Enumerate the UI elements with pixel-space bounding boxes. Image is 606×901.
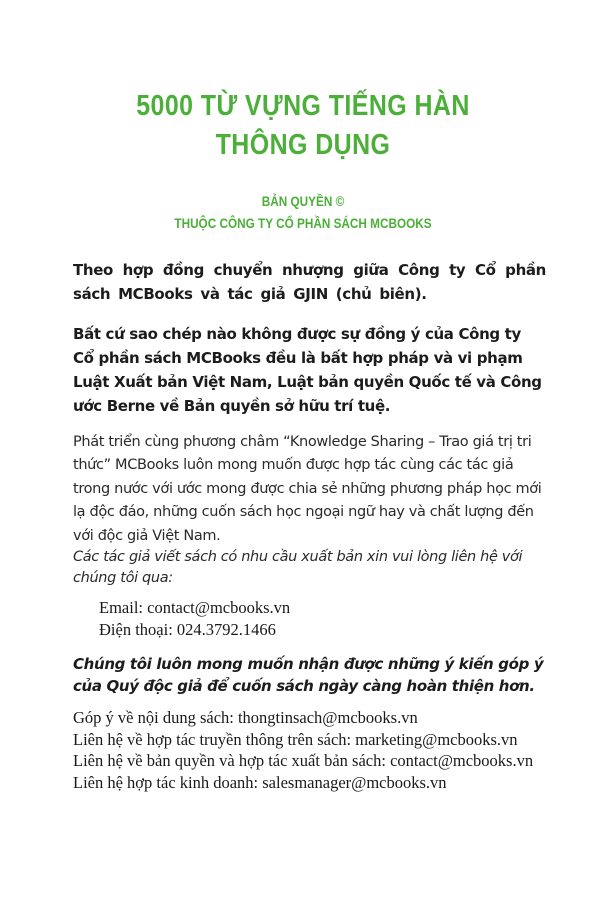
copyright-owner: THUỘC CÔNG TY CỔ PHẦN SÁCH MCBOOKS — [174, 215, 432, 231]
feedback-paragraph: Chúng tôi luôn mong muốn nhận được những ý kiến góp ý của Quý độc giả để cuốn sách ngày càng hoàn thiện hơn. — [73, 655, 544, 695]
authors-invitation-paragraph: Các tác giả viết sách có nhu cầu xuất bản xin vui lòng liên hệ với chúng tôi qua: — [73, 549, 523, 586]
contact-line-content-feedback: Góp ý về nội dung sách: thongtinsach@mcbooks.vn — [73, 708, 418, 727]
author-contact-block — [99, 597, 572, 641]
copyright-heading: BẢN QUYỀN © — [261, 193, 345, 209]
mission-paragraph: Phát triển cùng phương châm “Knowledge Sharing – Trao giá trị tri thức” MCBooks luôn mong muốn được hợp tác cùng các tác giả trong nước với ước mong được chia sẻ những phương pháp học mới lạ độc đáo, những cuốn sách học ngoại ngữ hay và chất lượng đến với độc giả Việt Nam. — [73, 434, 542, 544]
contacts-list — [73, 707, 593, 793]
contact-line-copyright: Liên hệ về bản quyền và hợp tác xuất bản sách: contact@mcbooks.vn — [73, 751, 534, 770]
book-title-line-2: THÔNG DỤNG — [215, 129, 391, 161]
contact-line-marketing: Liên hệ về hợp tác truyền thông trên sách: marketing@mcbooks.vn — [73, 729, 518, 749]
contract-paragraph: Theo hợp đồng chuyển nhượng giữa Công ty Cổ phần sách MCBooks và tác giả GJIN (chủ biên). — [73, 261, 546, 303]
author-contact-email: Email: contact@mcbooks.vn — [99, 598, 291, 617]
contact-line-sales: Liên hệ hợp tác kinh doanh: salesmanager@mcbooks.vn — [73, 772, 447, 792]
book-title-line-1: 5000 TỪ VỰNG TIẾNG HÀN — [136, 90, 470, 122]
copyright-notice-paragraph: Bất cứ sao chép nào không được sự đồng ý của Công ty Cổ phần sách MCBooks đều là bất hợp pháp và vi phạm Luật Xuất bản Việt Nam, Luật bản quyền Quốc tế và Công ước Berne về Bản quyền sở hữu trí tuệ. — [73, 325, 542, 415]
author-contact-phone: Điện thoại: 024.3792.1466 — [99, 620, 276, 639]
